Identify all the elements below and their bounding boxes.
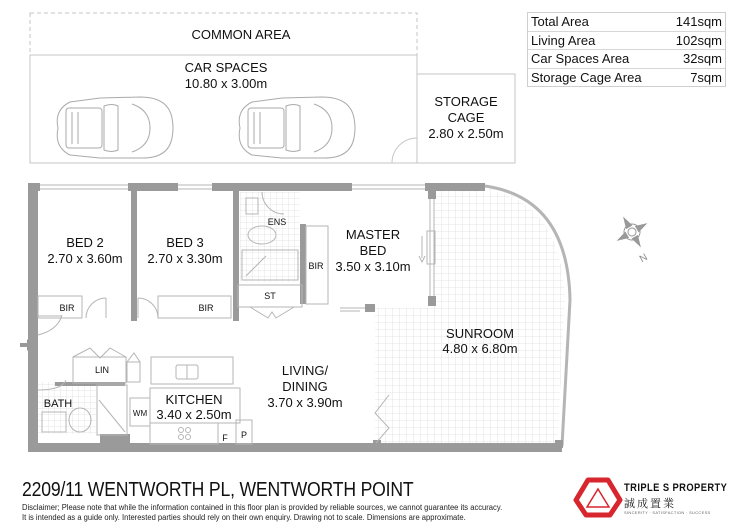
brand-tagline: SINCERITY · SATISFACTION · SUCCESS bbox=[624, 510, 711, 515]
sunroom-floor bbox=[375, 186, 565, 446]
brand-name: TRIPLE S PROPERTY bbox=[624, 482, 728, 494]
area-label: Living Area bbox=[531, 32, 596, 48]
storage-cage-label-2: CAGE bbox=[447, 110, 485, 125]
living-dims: 3.70 x 3.90m bbox=[267, 395, 343, 410]
car-spaces-label: CAR SPACES bbox=[184, 60, 268, 75]
car-icon-2 bbox=[239, 97, 355, 158]
bed2-bir-label: BIR bbox=[59, 303, 75, 313]
bed3-bir-label: BIR bbox=[198, 303, 214, 313]
disclaimer-line-1: Disclaimer; Please note that while the information contained in this floor plan is provided by reliable sources, we cannot guarantee its accuracy. bbox=[22, 503, 503, 512]
bath-label: BATH bbox=[43, 398, 73, 410]
bed2-dims: 2.70 x 3.60m bbox=[47, 251, 123, 266]
car-spaces-dims: 10.80 x 3.00m bbox=[184, 76, 268, 91]
area-value: 7sqm bbox=[690, 69, 722, 85]
kitchen-dims: 3.40 x 2.50m bbox=[156, 407, 232, 422]
master-bed-label-1: MASTER bbox=[345, 227, 401, 242]
area-label: Storage Cage Area bbox=[531, 69, 642, 85]
area-value: 141sqm bbox=[675, 14, 722, 29]
car-icon-1 bbox=[57, 97, 173, 158]
pantry-label: P bbox=[240, 430, 248, 440]
area-label: Total Area bbox=[531, 14, 589, 29]
sunroom-label: SUNROOM bbox=[446, 326, 514, 341]
area-row-total bbox=[528, 13, 725, 32]
washing-machine-label: WM bbox=[132, 409, 148, 418]
area-row-living bbox=[528, 32, 725, 51]
storage-st-label: ST bbox=[264, 291, 276, 301]
kitchen-label: KITCHEN bbox=[165, 392, 223, 407]
common-area-label: COMMON AREA bbox=[191, 27, 291, 42]
master-bed-dims: 3.50 x 3.10m bbox=[335, 259, 411, 274]
area-label: Car Spaces Area bbox=[531, 51, 630, 66]
area-row-car bbox=[528, 50, 725, 69]
master-bir-label: BIR bbox=[308, 261, 324, 271]
area-value: 32sqm bbox=[682, 51, 722, 66]
ensuite-label: ENS bbox=[267, 217, 287, 227]
disclaimer-line-2: It is intended as a guide only. Interested parties should rely on their own enquiry. Drawing not to scale. Dimensions are approximate. bbox=[22, 513, 466, 522]
brand-logo-icon bbox=[576, 480, 620, 515]
storage-cage-label-1: STORAGE bbox=[434, 94, 498, 109]
bed3-dims: 2.70 x 3.30m bbox=[147, 251, 223, 266]
bed3-label: BED 3 bbox=[166, 235, 204, 250]
compass-icon bbox=[610, 210, 654, 254]
bed2-label: BED 2 bbox=[66, 235, 104, 250]
ensuite-floor bbox=[240, 192, 300, 282]
living-label-1: LIVING/ bbox=[281, 363, 329, 378]
fridge-label: F bbox=[222, 433, 228, 443]
storage-cage-dims: 2.80 x 2.50m bbox=[428, 126, 504, 141]
master-bed-label-2: BED bbox=[359, 243, 387, 258]
linen-label: LIN bbox=[94, 365, 110, 375]
sunroom-dims: 4.80 x 6.80m bbox=[442, 341, 518, 356]
area-summary-table bbox=[527, 12, 726, 87]
living-label-2: DINING bbox=[282, 379, 328, 394]
area-value: 102sqm bbox=[675, 32, 722, 48]
brand-chinese-name: 誠成置業 bbox=[624, 497, 676, 510]
area-row-storage bbox=[528, 69, 725, 87]
property-address: 2209/11 WENTWORTH PL, WENTWORTH POINT bbox=[22, 479, 414, 501]
disclaimer bbox=[22, 503, 502, 523]
compass-north-label: N bbox=[637, 251, 650, 266]
